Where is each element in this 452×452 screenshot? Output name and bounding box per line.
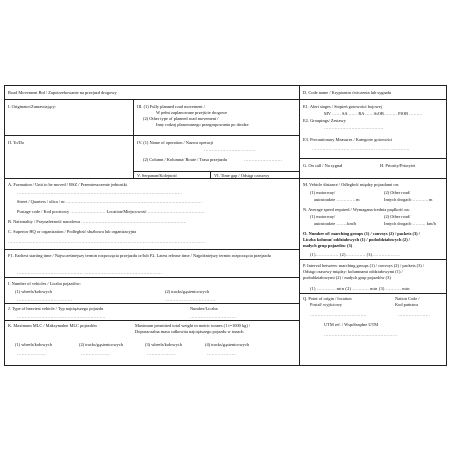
form-title: Road Movement Bid / Zapotrzebowanie na przejazd drogowy bbox=[8, 90, 117, 95]
alert-stages-label: E1. Alert stages / Stopień gotowości bojowej bbox=[303, 104, 382, 109]
section-divider-p bbox=[300, 259, 447, 260]
nation-code-label-pl: Kod państwa bbox=[395, 302, 419, 307]
distance-other-label: (2) Other road/ bbox=[384, 190, 411, 195]
mlc-wheels-dots: ………………. bbox=[17, 351, 46, 356]
code-name-label: D. Code name / Kryptonim ćwiczenia lub sygnału bbox=[303, 90, 392, 95]
weight-tracks-label: (4) tracks/gąsienicowych bbox=[205, 342, 250, 347]
call-priority-cell bbox=[299, 158, 447, 179]
speed-motorway-label: (1) motorway/ bbox=[310, 214, 336, 219]
movement-type-2: (2) Other type of planned road movement / bbox=[143, 116, 219, 121]
vehicles-count-label: I. Number of vehicles / Liczba pojazdów: bbox=[8, 281, 82, 286]
heaviest-vehicle-label: J. Type of heaviest vehicle / Typ najcięższego pojazdu bbox=[8, 306, 104, 311]
average-speed-label: N. Average speed required / Wymagana średnia prędkość na: bbox=[303, 207, 410, 212]
nationality-label: B. Nationality / Przynależność narodowa ……………………………………………………………… bbox=[8, 219, 187, 224]
speed-other-label: (2) Other road/ bbox=[384, 214, 411, 219]
marching-groups-label-pl: Liczba kolumn/ oddziałowych (1) / pododdziałowych (2) / bbox=[303, 237, 410, 242]
section-divider-j bbox=[5, 303, 300, 304]
mlc-tracks-label: (2) tracks/gąsienicowych bbox=[79, 342, 124, 347]
operation-name-dots: ……………………………. bbox=[204, 147, 256, 152]
movement-type-2b: Inny rodzaj planowanego przegrupowania po drodze bbox=[156, 122, 249, 127]
nation-code-label: Nation Code / bbox=[395, 296, 420, 301]
movement-type-1b: W pełni zaplanowane przejście drogowe bbox=[156, 110, 228, 115]
section-divider-k bbox=[5, 320, 300, 321]
time-gap-label: VI. Time gap / Odstęp czasowy bbox=[214, 173, 270, 178]
vehicle-distance-label: M. Vehicle distance / Odległość między pojazdami on: bbox=[303, 182, 399, 187]
column-route-label: (2) Column / Kolumna/ Route / Trasa przejazdu bbox=[143, 157, 228, 162]
interval-label-pl2: pododdziałowymi (2) / małych grup pojazdów (3) bbox=[303, 275, 391, 280]
vehicles-wheels-label: (1) wheels/kołowych bbox=[15, 289, 52, 294]
distance-motorway-label: (1) motorway/ bbox=[310, 190, 336, 195]
serial-label: V. Serpanan/Kolejność bbox=[137, 173, 178, 178]
marching-groups-label-pl2: małych grup pojazdów (3) bbox=[303, 243, 353, 248]
road-movement-bid-form bbox=[4, 85, 447, 366]
mlc-tracks-dots: ………………. bbox=[81, 351, 110, 356]
mlc-wheels-label: (1) wheels/kołowych bbox=[15, 342, 52, 347]
section-divider-q bbox=[300, 293, 447, 294]
originator-cell bbox=[4, 99, 134, 136]
nation-code-dots: ………………… bbox=[398, 312, 431, 317]
precautionary-label: E3. Precautionary Measures / Kategorie gotowości bbox=[303, 137, 393, 142]
marching-groups-dots: (1)…………… (2)…………. (3)……………… bbox=[310, 252, 400, 257]
vehicles-tracks-label: (2) tracks/gąsienicowych bbox=[165, 289, 210, 294]
column-route-dots: ……………………. bbox=[244, 157, 283, 162]
point-of-origin-dots: ………………………………. bbox=[310, 312, 367, 317]
distance-motorway-value: autostradzie …………. m bbox=[314, 197, 360, 202]
movement-type-cell bbox=[133, 99, 300, 136]
alert-stages-cell bbox=[299, 99, 447, 159]
movement-type-1: III. (1) Fully planned road movement / bbox=[137, 104, 205, 109]
heaviest-vehicle-number-dots: ………………………… bbox=[190, 314, 236, 319]
point-of-origin-label-pl: Postal/ wyjściowy bbox=[310, 302, 343, 307]
section-divider-f bbox=[5, 249, 300, 250]
interval-dots: (1) ………… min (2) ……….. min (3) ………. min bbox=[310, 286, 410, 291]
interval-label: P. Interval between: marching groups (1) / convoys (2) / packets (3) / bbox=[303, 263, 425, 268]
priority-label: H. Priority/Priorytet bbox=[380, 163, 416, 168]
heaviest-vehicle-dots: …………………………………………………. bbox=[17, 314, 106, 319]
heaviest-vehicle-number-label: Number/Liczba bbox=[190, 306, 218, 311]
originator-label: I. Originator/Zamawiający: bbox=[8, 104, 57, 109]
speed-motorway-value: autostradzie ……..km/h bbox=[314, 221, 357, 226]
marching-groups-label: O. Number of/ marching groups (1) / convoys (2) / packets (3) / bbox=[303, 231, 420, 236]
weight-tracks-dots: ………………. bbox=[207, 351, 236, 356]
point-of-origin-label: Q. Point of origin / location bbox=[303, 296, 352, 301]
code-name-cell bbox=[299, 85, 447, 100]
movement-params-cell bbox=[299, 178, 447, 366]
on-call-label: G. On call / Na sygnał bbox=[303, 163, 343, 168]
formation-label: A. Formation / Unit to be moved / RSZ / Przemieszczenie jednostki bbox=[8, 182, 128, 187]
section-divider-i bbox=[5, 277, 300, 278]
to-label: II. To/Do bbox=[8, 140, 25, 145]
precautionary-dots: …………. ……….. ……………. ……… ………… bbox=[312, 146, 410, 151]
groupings-dots: ………………………………… bbox=[324, 125, 384, 130]
utm-ref-label: UTM ref. / Współrzędne UTM bbox=[324, 322, 379, 327]
alert-stages-values: MV …… SA …… RA ……StOB……… PfOB ……… bbox=[324, 111, 423, 116]
street-label: Street / Quarters / ulica / nr ………………………………………………………………………………… bbox=[17, 199, 203, 204]
vehicles-tracks-dots: …………………………… bbox=[165, 297, 216, 302]
superior-hq-label: C. Superior HQ or organization / Podległość służbowa lub organizacyjna bbox=[8, 229, 137, 234]
groupings-label: E2. Groupings/ Zestawy bbox=[303, 118, 346, 123]
title-cell bbox=[4, 85, 300, 100]
starting-time-label: F1. Earliest starting time / Najwcześniejszy termin rozpoczęcia przejazdu or/lub F2. Latest release time / Najpóźniejszy termin rozpoczęcia przejazdu bbox=[8, 253, 271, 258]
operation-cell bbox=[133, 135, 300, 172]
starting-time-dots: ……………………………………. …………………………………………… bbox=[17, 270, 162, 275]
weight-wheels-dots: ………………. bbox=[147, 351, 176, 356]
max-mlc-label: K. Maximum MLC / Maksymalne MLC pojazdów bbox=[8, 323, 98, 328]
unit-details-cell bbox=[4, 178, 300, 366]
max-weight-label: Maximum permitted total weight in metric tonnes (1 t=1000 kg) / bbox=[135, 323, 251, 328]
superior-hq-dots: ………………………………………………………………………………………………………………… bbox=[8, 239, 206, 244]
utm-ref-dots: ………………………………………… bbox=[324, 332, 398, 337]
formation-dots: ……………………………………………………………………………………………… bbox=[17, 190, 183, 195]
to-cell bbox=[4, 135, 134, 179]
weight-wheels-label: (3) wheels/kołowych bbox=[145, 342, 182, 347]
interval-label-pl: Odstęp czasowy między: kolumnami oddziałowymi (1) / bbox=[303, 269, 403, 274]
max-weight-label-pl: Dopuszczalna masa całkowita najcięższego pojazdu w tonach bbox=[135, 329, 244, 334]
postage-label: Postage code / Kod pocztowy …………………… Location/Miejscowość ………………………………… bbox=[17, 209, 205, 214]
speed-other-value: Innych drogach ……… km/h bbox=[384, 221, 436, 226]
operation-name-label: IV. (1) Name of operation / Nazwa operacji bbox=[137, 140, 214, 145]
vehicles-wheels-dots: ……………………………… bbox=[17, 297, 73, 302]
distance-other-value: Innych drogach ……….. m bbox=[384, 197, 433, 202]
